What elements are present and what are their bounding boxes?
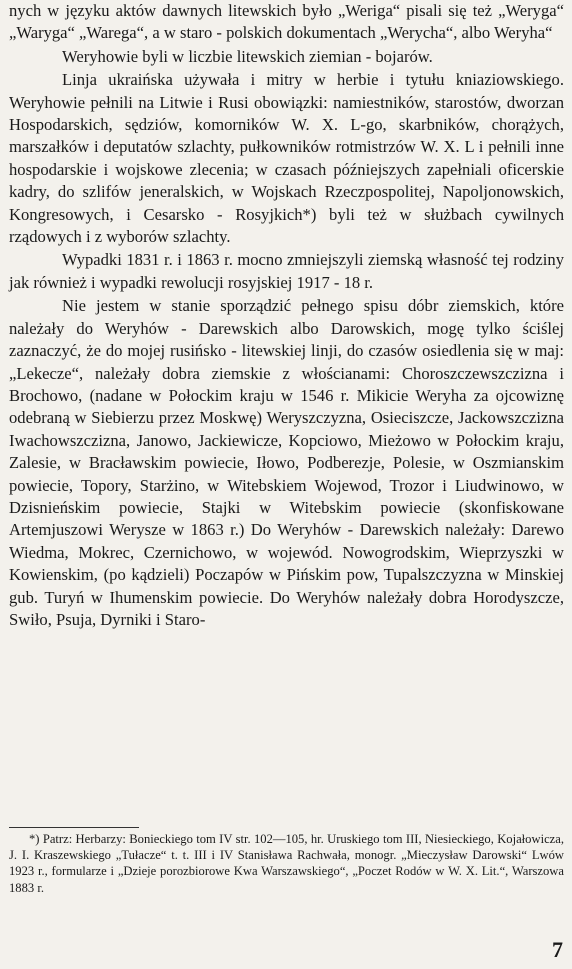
main-text <box>9 0 564 631</box>
paragraph-1: nych w języku aktów dawnych litewskich było „Weriga“ pisali się też „Weryga“ „Waryga“ „Warega“, a w staro - polskich dokumentach „Werycha“, albo Weryha“ <box>9 1 564 43</box>
page-number: 7 <box>552 937 563 962</box>
footnote: *) Patrz: Herbarzy: Bonieckiego tom IV str. 102—105, hr. Uruskiego tom III, Niesieckiego, Kojałowicza, J. I. Kraszewskiego „Tułacze“ t. t. III i IV Stanisława Rachwała, monogr. „Mieczysław Darowski“ Lwów 1923 r., formularze i „Dzieje porozbiorowe Kwa Warszawskiego“, „Poczet Rodów w W. X. Lit.“, Warszowa 1883 r. <box>9 832 564 895</box>
paragraph-5: Nie jestem w stanie sporządzić pełnego spisu dóbr ziemskich, które należały do Weryhów - Darewskich albo Darowskich, mogę tylko ściślej zaznaczyć, że do mojej rusińsko - litewskiej linji, do czasów osiedlenia się w maj: „Lekecze“, należały dobra ziemskie z włościanami: Choroszczewszczizna i Brochowo, (nadane w Połockim kraju w 1546 r. Mikicie Weryha za ojcowiznę odebraną w Siebierzu przez Moskwę) Weryszczyzna, Osieciszcze, Jackowszczizna Iwachowszczizna, Janowo, Jackiewicze, Kopciowo, Mieżowo w Połockim kraju, Zalesie, w Bracławskim powiecie, Iłowo, Podberezje, Polesie, w Oszmianskim powiecie, Topory, Starżino, w Witebskiem Wojewod, Trozor i Liudwinowo, w Dzisnieńskim powiecie, Stajki w Witebskim powiecie (skonfiskowane Artemjuszowi Werysze w 1863 r.) Do Weryhów - Darewskich należały: Darewo Wiedma, Mokrec, Czernichowo, w wojewód. Nowogrodskim, Wieprzyszki w Kowienskim, (po kądzieli) Poczapów w Pińskim pow, Tupalszczyzna w Minskiej gub. Turyń w Ihumenskim powiecie. Do Weryhów należały dobra Horodyszcze, Swiło, Psuja, Dyrniki i Staro- <box>9 296 564 629</box>
paragraph-2: Weryhowie byli w liczbie litewskich ziemian - bojarów. <box>62 46 433 66</box>
paragraph-4: Wypadki 1831 r. i 1863 r. mocno zmniejszyli ziemską własność tej rodziny jak również i wypadki rewolucji rosyjskiej 1917 - 18 r. <box>9 250 564 292</box>
paragraph-3: Linja ukraińska używała i mitry w herbie i tytułu kniaziowskiego. Weryhowie pełnili na Litwie i Rusi obowiązki: namiestników, starostów, dworzan Hospodarskich, sędziów, komorników W. X. L-go, skarbników, chorążych, marszałków i deputatów szlachty, pułkowników rotmistrzów W. X. L i pełnili inne hospodarskie i wojskowe zlecenia; w czasach późniejszych zapełniali oficerskie kadry, do szlifów jeneralskich, w Wojskach Rzeczpospolitej, Napoljonowskich, Kongresowych, i Cesarsko - Rosyjkich*) byli też w służbach cywilnych rządowych i z wyborów szlachty. <box>9 70 564 247</box>
footnote-divider <box>9 827 139 828</box>
